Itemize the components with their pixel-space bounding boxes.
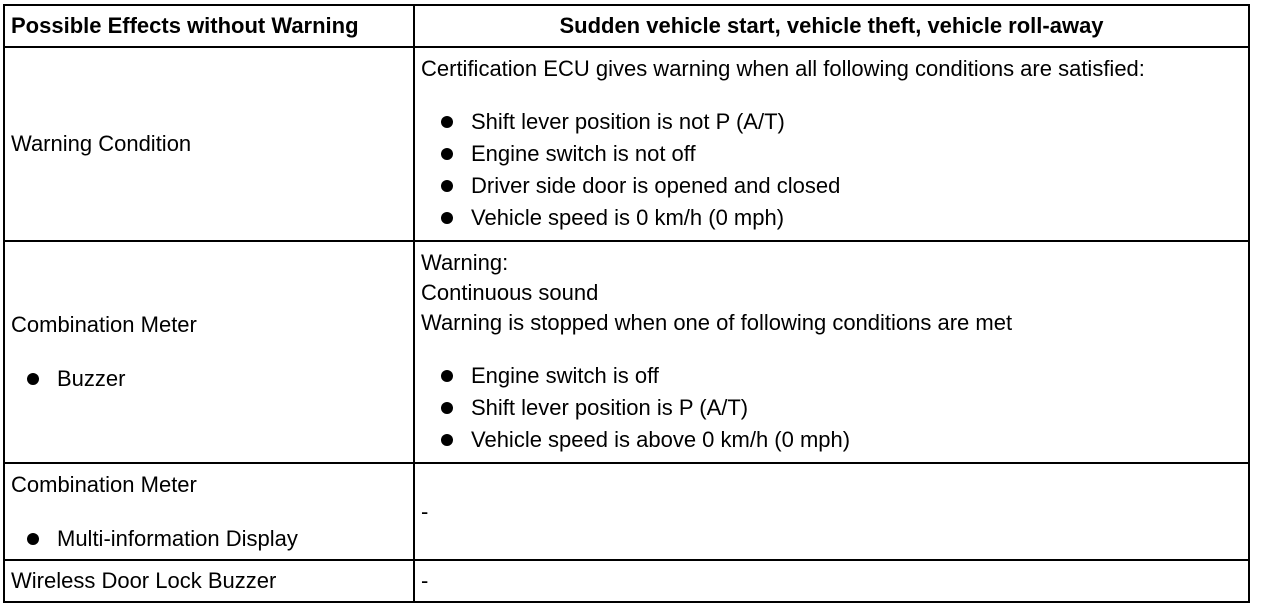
table-row bbox=[4, 560, 1249, 602]
buzzer-details bbox=[414, 241, 1249, 463]
row-label-combination-meter-display bbox=[4, 463, 414, 560]
row-label: Combination Meter bbox=[11, 312, 197, 337]
warning-line: Warning is stopped when one of following conditions are met bbox=[421, 310, 1013, 335]
row-label-combination-meter-buzzer bbox=[4, 241, 414, 463]
label-sublist bbox=[7, 363, 407, 395]
table-row bbox=[4, 241, 1249, 463]
table-row bbox=[4, 463, 1249, 560]
stop-condition-list bbox=[421, 360, 1242, 456]
label-sublist bbox=[7, 523, 407, 555]
row-label: Combination Meter bbox=[11, 471, 197, 497]
row-label-wireless-door-lock-buzzer: Wireless Door Lock Buzzer bbox=[4, 560, 414, 602]
list-item: Engine switch is not off bbox=[421, 138, 1242, 170]
row-label-warning-condition: Warning Condition bbox=[4, 47, 414, 241]
warning-condition-list bbox=[421, 106, 1242, 234]
table-header-row bbox=[4, 5, 1249, 47]
warning-condition-intro: Certification ECU gives warning when all following conditions are satisfied: bbox=[421, 56, 1145, 81]
list-item: Buzzer bbox=[7, 363, 407, 395]
list-item: Vehicle speed is 0 km/h (0 mph) bbox=[421, 202, 1242, 234]
list-item: Engine switch is off bbox=[421, 360, 1242, 392]
list-item: Vehicle speed is above 0 km/h (0 mph) bbox=[421, 424, 1242, 456]
warning-condition-details bbox=[414, 47, 1249, 241]
display-value: - bbox=[414, 463, 1249, 560]
list-item: Driver side door is opened and closed bbox=[421, 170, 1242, 202]
warning-line: Warning: bbox=[421, 250, 509, 275]
table-row bbox=[4, 47, 1249, 241]
list-item: Shift lever position is not P (A/T) bbox=[421, 106, 1242, 138]
warning-spec-table bbox=[3, 4, 1250, 603]
warning-line: Continuous sound bbox=[421, 280, 599, 305]
list-item: Multi-information Display bbox=[7, 523, 407, 555]
header-possible-effects: Possible Effects without Warning bbox=[4, 5, 414, 47]
list-item: Shift lever position is P (A/T) bbox=[421, 392, 1242, 424]
door-lock-buzzer-value: - bbox=[414, 560, 1249, 602]
header-effects-value: Sudden vehicle start, vehicle theft, vehicle roll-away bbox=[414, 5, 1249, 47]
